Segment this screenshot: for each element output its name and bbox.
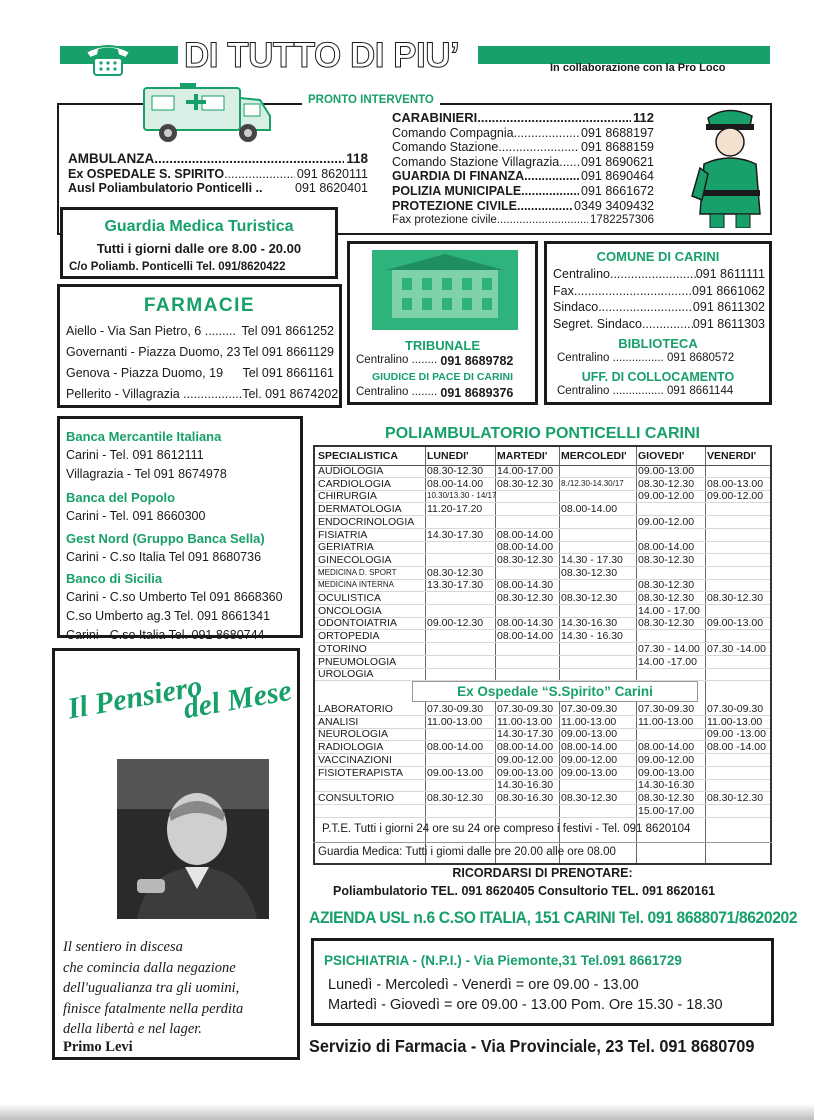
guardia-hours: Tutti i giorni dalle ore 8.00 - 20.00 (96, 241, 302, 256)
schedule-cell: 08.00 -14.00 (707, 741, 766, 754)
quote-line: dell'ugualianza tra gli uomini, (63, 980, 240, 996)
schedule-cell: 10.30/13.30 - 14/17 (427, 491, 497, 501)
specialty-cell: VACCINAZIONI (318, 753, 392, 766)
pensiero-title-2: del Mese (180, 673, 295, 726)
specialty-cell: ANALISI (318, 715, 359, 728)
policeman-icon (690, 104, 768, 228)
specialty-cell: AUDIOLOGIA (318, 465, 384, 477)
schedule-cell: 09.00-13.00 (707, 617, 764, 630)
quote-line: che comincia dalla negazione (63, 959, 236, 976)
specialty-cell: LABORATORIO (318, 703, 393, 715)
farmacia-tel: Tel 091 8661252 (241, 324, 334, 338)
farmacia-item (66, 321, 334, 342)
collaboration-note: In collaborazione con la Pro Loco (550, 62, 726, 74)
emergency-label: GUARDIA DI FINANZA (392, 169, 525, 184)
farmacie-title: FARMACIE (143, 295, 256, 316)
banche-box (57, 416, 303, 642)
emergency-right-row (392, 213, 654, 228)
specialty-cell: FISIOTERAPISTA (318, 766, 403, 779)
page-title: DI TUTTO DI PIU’ (184, 36, 460, 75)
schedule-cell: 07.30 -14.00 (707, 642, 766, 655)
schedule-cell: 11.00-13.00 (707, 715, 763, 728)
schedule-cell: 08.00-14.30 (497, 617, 554, 630)
emergency-left-row (68, 167, 368, 182)
quote-line: finisce fatalmente nella perdita (63, 1000, 244, 1017)
specialty-cell: CHIRURGIA (318, 490, 377, 503)
ospedale-title: Ex Ospedale “S.Spirito” Carini (457, 684, 653, 699)
schedule-cell: 08.30-12.30 (638, 617, 695, 630)
schedule-cell: 14.30-16.30 (638, 779, 695, 792)
collocamento-number: 091 8661144 (666, 385, 734, 397)
specialty-cell: MEDICINA INTERNA (318, 580, 395, 590)
farmacia-tel: Tel 091 8661161 (242, 366, 334, 380)
schedule-cell: 08.30-12.30 (561, 566, 618, 579)
schedule-cell: 07.30-09.30 (427, 703, 484, 715)
emergency-label: AMBULANZA (68, 151, 155, 166)
emergency-label: CARABINIERI (392, 110, 478, 125)
emergency-right-row (392, 111, 654, 126)
specialty-cell: CONSULTORIO (318, 791, 395, 804)
schedule-cell: 09.00-13.00 (638, 766, 695, 779)
emergency-label: Ausl Poliambulatorio Ponticelli .. (68, 181, 263, 196)
scan-edge (0, 1104, 814, 1120)
schedule-cell: 08.00-14.00 (427, 477, 484, 490)
schedule-cell: 09.00-13.00 (638, 465, 695, 477)
poliambulatorio-title: POLIAMBULATORIO PONTICELLI CARINI (385, 425, 700, 442)
giudice-centralino-number: 091 8689376 (440, 386, 514, 400)
schedule-cell: 08.00-14.00 (497, 528, 554, 541)
schedule-cell: 08.00-14.00 (427, 741, 484, 754)
guardia-address: C/o Poliamb. Ponticelli Tel. 091/8620422 (69, 261, 286, 273)
poliambulatorio-table (313, 445, 772, 865)
bank-line: Carini - C.so Italia Tel 091 8680736 (66, 550, 262, 564)
farmacia-item (66, 342, 334, 363)
schedule-cell: 08.00-14.00 (638, 541, 695, 554)
emergency-right-row (392, 126, 654, 141)
specialty-cell: NEUROLOGIA (318, 728, 389, 741)
schedule-cell: 08.30-12.30 (427, 566, 484, 579)
specialty-cell: ODONTOIATRIA (318, 617, 397, 630)
bank-line: Villagrazia - Tel 091 8674978 (66, 467, 227, 481)
schedule-cell: 14.30-16.30 (561, 617, 618, 630)
comune-number: 091 8611303 (692, 316, 765, 331)
schedule-cell: 08.00-13.00 (707, 477, 764, 490)
bank-line: Carini - C.so Umberto Tel 091 8668360 (66, 590, 283, 604)
schedule-cell: 07.30-09.30 (561, 703, 618, 715)
ricordarsi-title: RICORDARSI DI PRENOTARE: (452, 866, 633, 880)
collocamento-label: Centralino ................ (557, 385, 664, 397)
specialty-cell: MEDICINA D. SPORT (318, 567, 397, 577)
bank-line: Carini - C.so Italia Tel. 091 8680744 (66, 628, 265, 642)
row-rule (315, 817, 770, 818)
schedule-cell: 08.00-14.00 (497, 630, 554, 643)
emergency-number: 0349 3409432 (574, 198, 654, 213)
emergency-label: Comando Stazione Villagrazia (392, 154, 560, 169)
emergency-number: 091 8690621 (581, 154, 654, 169)
table-header-cell: MERCOLEDI' (561, 450, 627, 462)
schedule-cell: 08.30-12.30 (638, 592, 695, 604)
table-header-cell: LUNEDI' (427, 450, 469, 462)
tribunale-building-photo (372, 250, 518, 330)
ricordarsi-line: Poliambulatorio TEL. 091 8620405 Consultorio TEL. 091 8620161 (333, 884, 716, 898)
schedule-cell: 08.30-12.30 (427, 465, 484, 477)
farmacia-item (66, 384, 339, 405)
schedule-cell: 08.30-12.30 (707, 791, 764, 804)
schedule-cell: 09.00-12.00 (561, 753, 618, 766)
psichiatria-line-1: Lunedì - Mercoledì - Venerdì = ore 09.00 - 13.00 (328, 977, 639, 993)
specialty-cell: DERMATOLOGIA (318, 503, 402, 516)
schedule-cell: 13.30-17.30 (427, 579, 484, 592)
schedule-cell: 07.30-09.30 (497, 703, 554, 715)
emergency-label: Comando Compagnia (392, 125, 514, 140)
collocamento-centralino (557, 385, 733, 397)
farmacia-tel: Tel. 091 8674202 (242, 387, 339, 401)
specialty-cell: ORTOPEDIA (318, 630, 380, 643)
tribunale-box (347, 241, 538, 405)
biblioteca-centralino (557, 352, 734, 364)
schedule-cell: 14.00-17.00 (497, 465, 554, 477)
pensiero-title-1: Il Pensiero (65, 669, 205, 726)
comune-label: Fax (553, 283, 574, 298)
quote-line: Il sentiero in discesa (63, 939, 183, 955)
comune-item (553, 266, 765, 283)
schedule-cell: 09.00-13.00 (561, 728, 618, 741)
schedule-cell: 08.30-16.30 (497, 791, 554, 804)
schedule-cell: 14.30-16.30 (497, 779, 554, 792)
biblioteca-number: 091 8680572 (666, 352, 735, 364)
specialty-cell: GINECOLOGIA (318, 553, 392, 566)
schedule-cell: 08.00-14.00 (497, 741, 554, 754)
schedule-cell: 09.00-12.00 (638, 753, 695, 766)
emergency-right-row (392, 184, 654, 199)
collocamento-title: UFF. DI COLLOCAMENTO (581, 370, 735, 384)
emergency-right-list (392, 111, 654, 228)
schedule-cell: 07.30 - 14.00 (638, 642, 700, 655)
farmacie-box (57, 284, 342, 408)
farmacia-item (66, 363, 334, 384)
schedule-cell: 07.30-09.30 (638, 703, 695, 715)
pensiero-author: Primo Levi (63, 1039, 133, 1055)
bank-name: Banca del Popolo (66, 490, 176, 505)
emergency-number: 112 (633, 110, 654, 125)
giudice-centralino-label: Centralino ........ (356, 386, 438, 398)
comune-number: 091 8611302 (692, 300, 765, 314)
schedule-cell: 11.20-17.20 (427, 503, 483, 516)
specialty-cell: FISIATRIA (318, 528, 368, 541)
schedule-cell: 09.00-12.00 (638, 490, 695, 503)
biblioteca-label: Centralino ................ (557, 352, 664, 364)
specialty-cell: RADIOLOGIA (318, 741, 384, 754)
schedule-cell: 09.00-12.30 (427, 617, 484, 630)
schedule-cell: 08.00-14.00 (561, 741, 618, 754)
guardia-title: Guardia Medica Turistica (104, 218, 294, 235)
bank-line: C.so Umberto ag.3 Tel. 091 8661341 (66, 609, 271, 623)
comune-label: Segret. Sindaco (553, 316, 642, 331)
schedule-cell: 14.00 -17.00 (638, 655, 697, 668)
emergency-right-row (392, 140, 654, 155)
schedule-cell: 09.00-12.00 (707, 490, 764, 503)
schedule-cell: 14.30-17.30 (497, 728, 554, 741)
comune-number: 091 8611111 (695, 267, 765, 281)
tribunale-centralino (356, 354, 513, 368)
bank-name: Banca Mercantile Italiana (66, 429, 222, 444)
comune-title: COMUNE DI CARINI (596, 249, 720, 264)
ospedale-title-box (412, 681, 698, 702)
comune-item (553, 283, 765, 300)
specialty-cell: CARDIOLOGIA (318, 477, 391, 490)
schedule-cell: 09.00-13.00 (561, 766, 618, 779)
schedule-cell: 14.30-17.30 (427, 528, 484, 541)
emergency-right-row (392, 169, 654, 184)
psichiatria-line-2: Martedì - Giovedì = ore 09.00 - 13.00 Pom. Ore 15.30 - 18.30 (328, 997, 723, 1013)
specialty-cell: UROLOGIA (318, 668, 374, 681)
schedule-cell: 09.00-13.00 (497, 766, 554, 779)
guardia-medica-box (60, 207, 338, 279)
bank-line: Carini - Tel. 091 8612111 (66, 448, 204, 462)
emergency-left-list (68, 152, 368, 196)
schedule-cell: 11.00-13.00 (638, 715, 694, 728)
bank-line: Carini - Tel. 091 8660300 (66, 509, 206, 523)
farmacia-name: Pellerito - Villagrazia ................. (66, 387, 243, 401)
comune-list (553, 266, 765, 332)
schedule-cell: 08.30-12.30 (497, 553, 554, 566)
emergency-label: Fax protezione civile.. (392, 214, 504, 227)
emergency-label: Comando Stazione (392, 140, 499, 155)
comune-number: 091 8661062 (692, 283, 765, 298)
biblioteca-title: BIBLIOTECA (618, 336, 698, 351)
emergency-number: 091 8688159 (581, 140, 654, 155)
schedule-cell: 08.30-12.30 (427, 791, 484, 804)
bank-name: Gest Nord (Gruppo Banca Sella) (66, 531, 265, 546)
schedule-cell: 08.00-14.00 (497, 541, 554, 554)
emergency-left-row (68, 181, 368, 196)
schedule-cell: 08.30-12.30 (638, 791, 695, 804)
schedule-cell: 08.30-12.30 (638, 579, 695, 592)
ambulance-icon (130, 78, 278, 146)
table-header-cell: VENERDI' (707, 450, 757, 462)
psichiatria-title: PSICHIATRIA - (N.P.I.) - Via Piemonte,31 Tel.091 8661729 (324, 953, 682, 968)
emergency-number: 1782257306 (590, 214, 654, 227)
comune-item (553, 299, 765, 316)
schedule-cell: 09.00-13.00 (427, 766, 484, 779)
schedule-cell: 11.00-13.00 (427, 715, 483, 728)
schedule-cell: 08.30-12.30 (497, 592, 554, 604)
specialty-cell: PNEUMOLOGIA (318, 655, 397, 668)
schedule-cell: 08.00-14.00 (561, 503, 618, 516)
schedule-cell: 07.30-09.30 (707, 703, 764, 715)
schedule-cell: 08.30-12.30 (561, 791, 618, 804)
emergency-number: 091 8688197 (581, 125, 654, 140)
bank-name: Banco di Sicilia (66, 571, 163, 586)
schedule-cell: 11.00-13.00 (561, 715, 617, 728)
schedule-cell: 11.00-13.00 (497, 715, 553, 728)
table-header-cell: GIOVEDI' (638, 450, 685, 462)
banche-list (66, 427, 306, 645)
servizio-farmacia: Servizio di Farmacia - Via Provinciale, 23 Tel. 091 8680709 (309, 1036, 755, 1056)
schedule-cell: 14.00 - 17.00 (638, 604, 700, 617)
farmacia-tel: Tel 091 8661129 (242, 345, 334, 359)
pensiero-quote (63, 937, 243, 1040)
table-header-cell: SPECIALISTICA (318, 450, 398, 462)
pronto-intervento-title: PRONTO INTERVENTO (302, 94, 440, 106)
specialty-cell: GERIATRIA (318, 541, 374, 554)
schedule-cell: 15.00-17.00 (638, 804, 695, 817)
quote-line: della libertà e nel lager. (63, 1021, 202, 1037)
schedule-cell: 08.30-12.30 (638, 477, 695, 490)
comune-box (544, 241, 772, 405)
pte-line: P.T.E. Tutti i giorni 24 ore su 24 ore compreso i festivi - Tel. 091 8620104 (322, 823, 691, 835)
schedule-cell: 08.30-12.30 (497, 477, 554, 490)
giudice-title: GIUDICE DI PACE DI CARINI (372, 371, 513, 383)
emergency-label: POLIZIA MUNICIPALE (392, 183, 522, 198)
comune-item (553, 316, 765, 333)
farmacia-name: Governanti - Piazza Duomo, 23 (66, 345, 241, 359)
schedule-cell: 08.30-12.30 (638, 553, 695, 566)
emergency-left-row (68, 152, 368, 167)
tribunale-centralino-number: 091 8689782 (440, 354, 514, 368)
primo-levi-portrait (117, 759, 269, 919)
specialty-cell: ONCOLOGIA (318, 604, 382, 617)
farmacia-name: Aiello - Via San Pietro, 6 ......... (66, 324, 236, 338)
guardia-medica-line: Guardia Medica: Tutti i giomi dalle ore 20.00 alle ore 08.00 (318, 846, 616, 858)
comune-label: Centralino (553, 267, 610, 281)
emergency-number: 091 8620401 (295, 181, 368, 196)
giudice-centralino (356, 386, 513, 400)
schedule-cell: 8./12.30-14.30/17 (561, 478, 624, 488)
schedule-cell: 08.00-14.00 (638, 741, 695, 754)
psichiatria-box (311, 938, 774, 1026)
telephone-icon (82, 38, 134, 78)
emergency-right-row (392, 155, 654, 170)
schedule-cell: 14.30 - 16.30 (561, 630, 623, 643)
specialty-cell: OTORINO (318, 642, 367, 655)
schedule-cell: 14.30 - 17.30 (561, 553, 623, 566)
emergency-number: 118 (346, 151, 368, 166)
farmacia-name: Genova - Piazza Duomo, 19 (66, 366, 224, 380)
emergency-number: 091 8661672 (581, 183, 654, 198)
emergency-number: 091 8620111 (296, 166, 368, 181)
schedule-cell: 09.00-12.00 (638, 515, 695, 528)
emergency-label: Ex OSPEDALE S. SPIRITO (68, 166, 225, 181)
table-header-cell: MARTEDI' (497, 450, 548, 462)
specialty-cell: OCULISTICA (318, 592, 382, 604)
schedule-cell: 09.00-12.00 (497, 753, 554, 766)
comune-label: Sindaco (553, 300, 599, 314)
schedule-cell: 09.00 -13.00 (707, 728, 766, 741)
schedule-cell: 08.30-12.30 (707, 592, 764, 604)
tribunale-centralino-label: Centralino ........ (356, 354, 438, 366)
emergency-label: PROTEZIONE CIVILE (392, 198, 518, 213)
emergency-right-row (392, 199, 654, 214)
azienda-usl: AZIENDA USL n.6 C.SO ITALIA, 151 CARINI Tel. 091 8688071/8620202 (309, 909, 798, 927)
schedule-cell: 08.00-14.30 (497, 579, 554, 592)
farmacie-list (66, 321, 339, 405)
pensiero-box (52, 648, 300, 1060)
schedule-cell: 08.30-12.30 (561, 592, 618, 604)
tribunale-title: TRIBUNALE (404, 338, 481, 353)
emergency-number: 091 8690464 (581, 169, 654, 184)
specialty-cell: ENDOCRINOLOGIA (318, 515, 415, 528)
